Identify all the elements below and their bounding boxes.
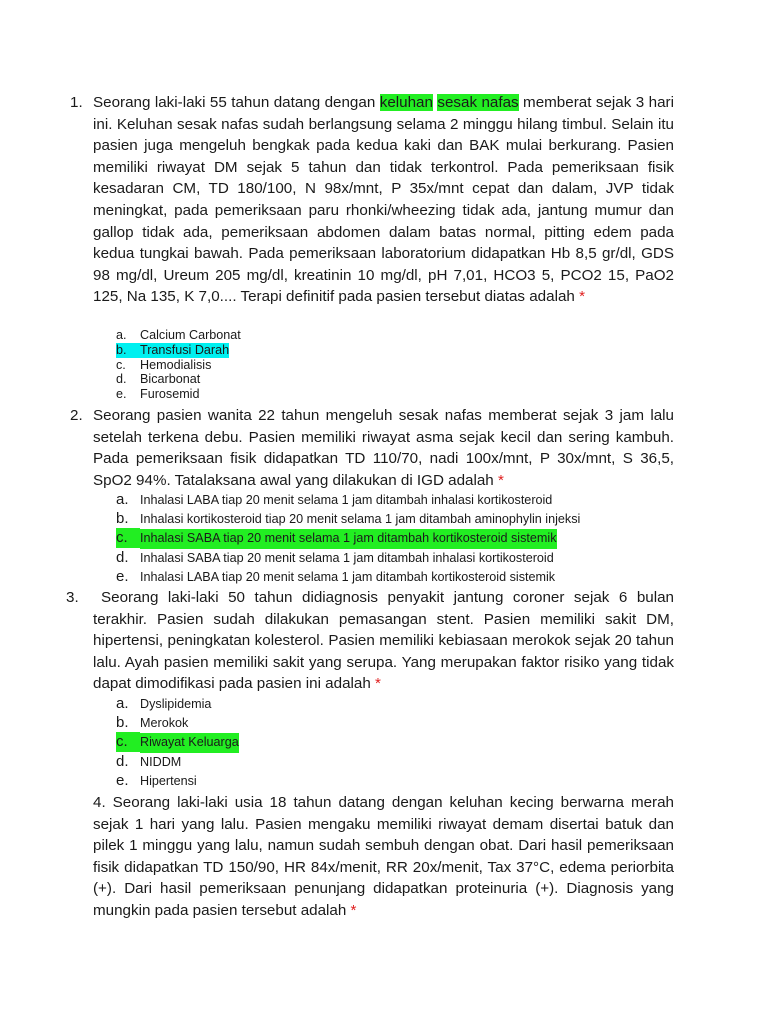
question-2-options — [116, 490, 580, 586]
option-3c[interactable] — [116, 732, 239, 751]
option-1e[interactable] — [116, 387, 241, 402]
option-2d[interactable] — [116, 548, 580, 567]
option-label-highlighted: Inhalasi SABA tiap 20 menit selama 1 jam ditambah kortikosteroid sistemik — [140, 529, 557, 548]
option-1b[interactable] — [116, 343, 241, 358]
question-1-part: Seorang laki-laki 55 tahun datang dengan — [93, 94, 380, 111]
question-2-number: 2. — [70, 407, 83, 424]
option-letter: e. — [116, 387, 127, 402]
option-2c[interactable] — [116, 528, 580, 547]
question-3-text — [93, 587, 674, 695]
option-label: Hemodialisis — [140, 357, 212, 372]
question-1-text — [93, 92, 674, 308]
highlight-sesak-nafas: sesak nafas — [437, 94, 519, 111]
question-3-number: 3. — [66, 589, 79, 606]
option-letter: b. — [116, 714, 129, 732]
option-1c[interactable] — [116, 358, 241, 373]
question-4-number: 4. — [93, 794, 106, 811]
option-label: Bicarbonat — [140, 372, 201, 387]
question-1-part: memberat sejak 3 hari ini. Keluhan sesak nafas sudah berlangsung selama 2 minggu hilang timbul. Selain itu pasien juga mengeluh bengkak pada kedua kaki dan BAK mulai berkurang. Pasien memiliki riwayat DM sejak 5 tahun dan tidak terkontrol. Pada pemeriksaan fisik kesadaran CM, TD 180/100, N 98x/mnt, P 35x/mnt cepat dan dalam, JVP tidak meningkat, pada pemeriksaan paru rhonki/wheezing tidak ada, jantung mumur dan gallop tidak ada, pemeriksaan abdomen dalam batas normal, pitting edem pada kedua tungkai bawah. Pada pemeriksaan laboratorium didapatkan Hb 8,5 gr/dl, GDS 98 mg/dl, Ureum 205 mg/dl, kreatinin 10 mg/dl, pH 7,01, HCO3 5, PCO2 15, PaO2 125, Na 135, K 7,0.... Terapi definitif pada pasien tersebut diatas adalah — [93, 94, 674, 306]
option-label-highlighted: Transfusi Darah — [140, 342, 230, 357]
option-label-highlighted: Riwayat Keluarga — [140, 733, 239, 752]
option-letter: c. — [116, 357, 126, 372]
option-label: Inhalasi SABA tiap 20 menit selama 1 jam ditambah inhalasi kortikosteroid — [140, 550, 554, 565]
option-label: Inhalasi LABA tiap 20 menit selama 1 jam ditambah kortikosteroid sistemik — [140, 569, 556, 584]
question-2-text — [93, 405, 674, 491]
option-letter: b. — [116, 510, 129, 528]
option-1d[interactable] — [116, 372, 241, 387]
option-letter: a. — [116, 491, 129, 508]
option-1a[interactable] — [116, 328, 241, 343]
option-label: Inhalasi LABA tiap 20 menit selama 1 jam ditambah inhalasi kortikosteroid — [140, 493, 553, 507]
question-4-part: Seorang laki-laki usia 18 tahun datang dengan keluhan kecing berwarna merah sejak 1 hari yang lalu. Pasien mengaku memiliki riwayat demam disertai batuk dan pilek 1 minggu yang lalu, namun sudah sembuh dengan obat. Dari hasil pemeriksaan fisik didapatkan TD 150/90, HR 84x/menit, RR 20x/menit, Tax 37°C, edema periorbita (+). Dari hasil pemeriksaan penunjang didapatkan proteinuria (+). Diagnosis yang mungkin pada pasien tersebut adalah — [93, 794, 674, 919]
option-letter: d. — [116, 372, 127, 387]
required-asterisk: * — [375, 675, 381, 693]
question-3-options — [116, 694, 239, 790]
option-letter: c. — [116, 528, 140, 547]
option-2e[interactable] — [116, 567, 580, 586]
option-2a[interactable] — [116, 490, 580, 509]
question-4-text — [93, 792, 674, 922]
required-asterisk: * — [350, 901, 357, 919]
highlight-keluhan: keluhan — [379, 94, 433, 111]
required-asterisk: * — [497, 471, 504, 489]
question-1-options — [116, 328, 241, 402]
required-asterisk: * — [579, 288, 585, 306]
option-letter: d. — [116, 752, 129, 770]
option-letter: e. — [116, 771, 129, 789]
option-label: Merokok — [140, 716, 189, 731]
option-3d[interactable] — [116, 752, 239, 771]
option-label: NIDDM — [140, 754, 182, 769]
option-label: Hipertensi — [140, 773, 197, 788]
option-letter: e. — [116, 567, 129, 585]
option-letter: a. — [116, 695, 129, 712]
option-letter: d. — [116, 548, 129, 566]
option-label: Inhalasi kortikosteroid tiap 20 menit selama 1 jam ditambah aminophylin injeksi — [140, 512, 581, 527]
option-label: Dyslipidemia — [140, 697, 212, 711]
option-letter: c. — [116, 732, 140, 751]
option-label: Furosemid — [140, 387, 200, 402]
option-2b[interactable] — [116, 509, 580, 528]
option-3b[interactable] — [116, 713, 239, 732]
option-letter: a. — [116, 328, 127, 342]
option-letter: b. — [116, 343, 140, 358]
question-2-part: Seorang pasien wanita 22 tahun mengeluh sesak nafas memberat sejak 3 jam lalu setelah terkena debu. Pasien memiliki riwayat asma sejak kecil dan sering kambuh. Pada pemeriksaan fisik didapatkan TD 110/70, nadi 100x/mnt, P 30x/mnt, S 36,5, SpO2 94%. Tatalaksana awal yang dilakukan di IGD adalah — [93, 407, 674, 489]
option-label: Calcium Carbonat — [140, 328, 241, 342]
option-3e[interactable] — [116, 771, 239, 790]
question-1-number: 1. — [70, 94, 83, 111]
question-3-part: Seorang laki-laki 50 tahun didiagnosis penyakit jantung coroner sejak 6 bulan terakhir. Pasien sudah dilakukan pemasangan stent. Pasien memiliki sakit DM, hipertensi, peningkatan kolesterol. Pasien memiliki kebiasaan merokok sejak 20 tahun lalu. Ayah pasien memiliki sakit yang serupa. Yang merupakan faktor risiko yang tidak dapat dimodifikasi pada pasien ini adalah — [93, 589, 674, 693]
option-3a[interactable] — [116, 694, 239, 713]
